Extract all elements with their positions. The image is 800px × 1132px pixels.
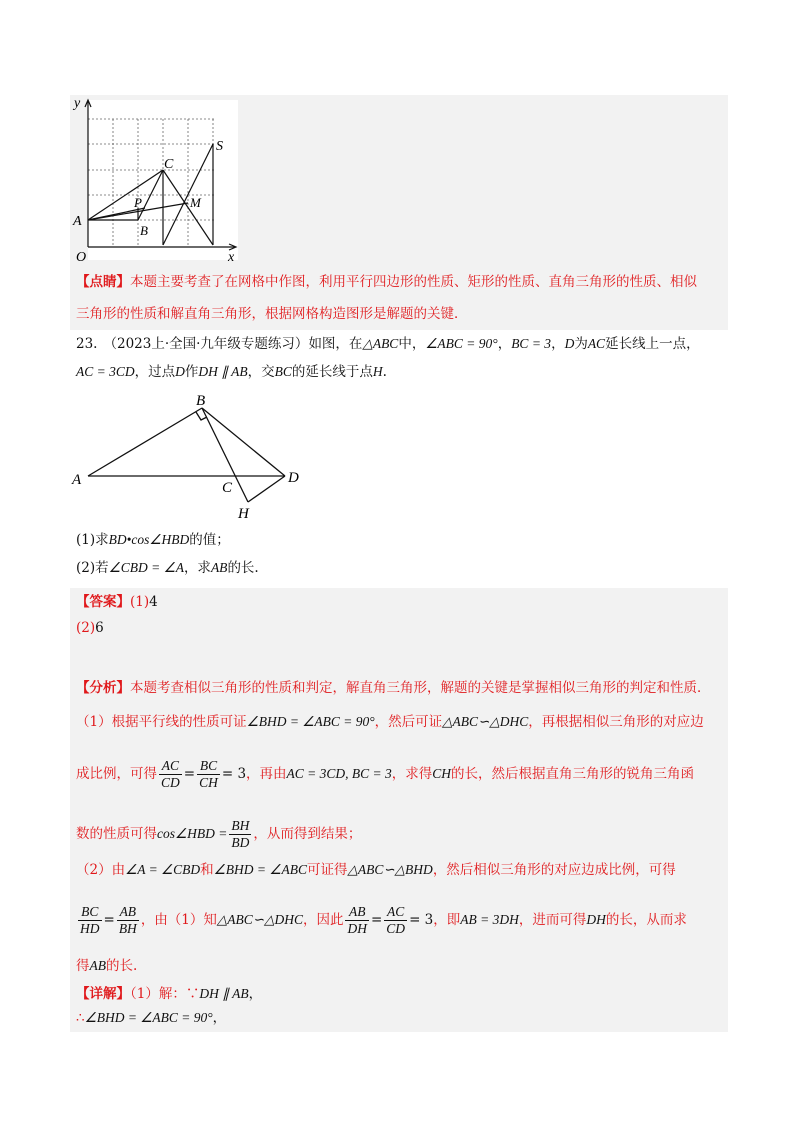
question-1: (1)求BD•cos∠HBD的值； <box>76 532 230 548</box>
analysis-line-5: （2）由∠A = ∠CBD和∠BHD = ∠ABC可证得△ABC∽△BHD，然后相似三角形的对应边成比例，可得 <box>76 862 676 878</box>
label-M: M <box>190 195 201 210</box>
tri-label-H: H <box>238 506 249 522</box>
analysis-line-7: 得AB的长. <box>76 958 138 974</box>
label-O: O <box>76 250 87 265</box>
label-x: x <box>228 250 235 265</box>
answer-line-2: (2)6 <box>76 620 104 636</box>
analysis-line-6: $\frac{BC}{HD}$ = $\frac{AB}{BH}$ ，由（1）知△ABC∽△DHC，因此 $\frac{AB}{DH}$ = $\frac{AC}{CD}$ = 3，即AB = 3DH，进而可得DH的长，从而求 <box>80 904 687 936</box>
detail-line-2: ∴∠BHD = ∠ABC = 90°， <box>76 1010 227 1026</box>
label-B: B <box>140 223 148 238</box>
analysis-line-2: （1）根据平行线的性质可证∠BHD = ∠ABC = 90°，然后可证△ABC∽△DHC，再根据相似三角形的对应边 <box>76 714 704 730</box>
dianjing-line-2: 三角形的性质和解直角三角形，根据网格构造图形是解题的关键． <box>76 306 468 322</box>
analysis-line-4: 数的性质可得cos∠HBD = $\frac{BH}{BD}$ ，从而得到结果； <box>76 818 362 850</box>
detail-line-1: 【详解】（1）解：∵DH ∥ AB， <box>76 986 263 1002</box>
grid-figure <box>70 95 240 265</box>
question-2: (2)若∠CBD = ∠A，求AB的长. <box>76 560 259 576</box>
label-A: A <box>73 214 82 229</box>
label-S: S <box>216 139 223 154</box>
dianjing-line-1: 【点睛】本题主要考查了在网格中作图，利用平行四边形的性质、矩形的性质、直角三角形的性质、相似 <box>76 274 697 290</box>
triangle-figure <box>70 392 310 522</box>
answer-line-1: 【答案】(1)4 <box>76 594 158 610</box>
label-P: P <box>134 195 142 210</box>
problem-line-1: 23. （2023上·全国·九年级专题练习）如图，在△ABC中，∠ABC = 90°，BC = 3，D为AC延长线上一点， <box>76 336 700 352</box>
analysis-line-3: 成比例，可得 $\frac{AC}{CD}$ = $\frac{BC}{CH}$ = 3，再由AC = 3CD, BC = 3，求得CH的长，然后根据直角三角形的锐角三角函 <box>76 758 695 790</box>
analysis-line-1: 【分析】本题考查相似三角形的性质和判定，解直角三角形，解题的关键是掌握相似三角形的判定和性质． <box>76 680 711 696</box>
tri-label-A: A <box>72 472 82 488</box>
tri-label-B: B <box>196 393 206 409</box>
label-y: y <box>74 96 81 111</box>
tri-label-C: C <box>222 480 233 496</box>
label-C: C <box>164 157 174 172</box>
solution-shaded-area <box>70 588 728 1032</box>
problem-line-2: AC = 3CD，过点D作DH ∥ AB，交BC的延长线于点H. <box>76 364 387 380</box>
tri-label-D: D <box>288 470 299 486</box>
